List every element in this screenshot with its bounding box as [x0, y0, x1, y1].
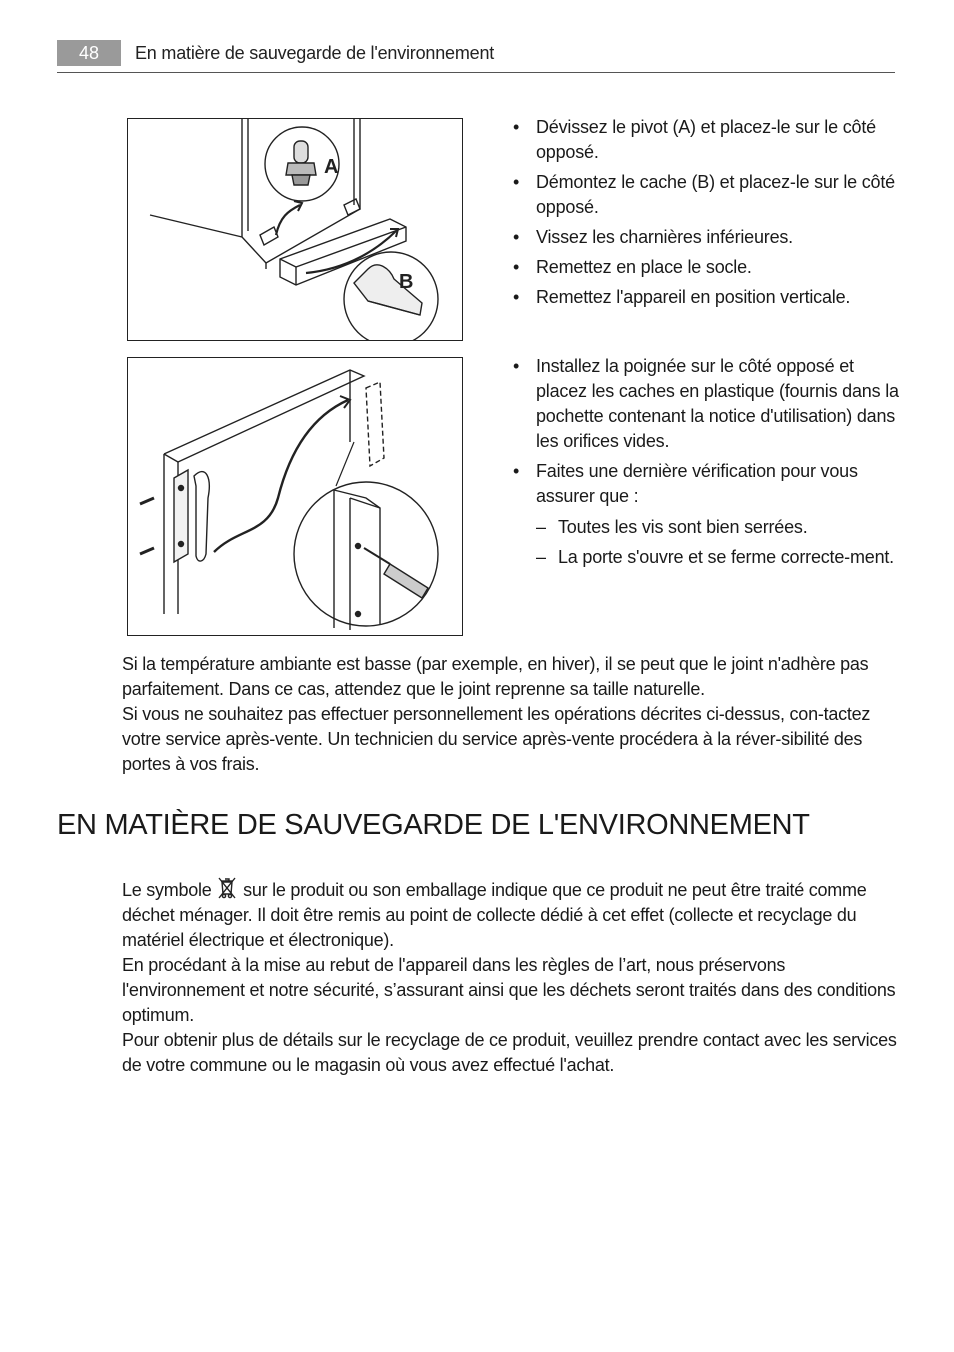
pivot-cover-illustration [128, 119, 462, 340]
environment-paragraph [122, 877, 897, 1078]
list-item: – La porte s'ouvre et se ferme correcte-ment. [534, 545, 894, 570]
list-item: • Faites une dernière vérification pour vous assurer que : [510, 459, 900, 509]
list-item: • Dévissez le pivot (A) et placez-le sur le côté opposé. [510, 115, 900, 165]
label-a: A [324, 156, 339, 178]
label-b: B [399, 271, 414, 293]
figure-pivot-cover [127, 118, 463, 341]
symbol-text-before: Le symbole [122, 880, 212, 900]
page-header [57, 40, 895, 73]
list-item: • Remettez en place le socle. [510, 255, 900, 280]
paragraph-line: Si vous ne souhaitez pas effectuer personnellement les opérations décrites ci-dessus, con-tactez votre service après-vente. Un technicien du service après-vente procédera à la réver-sibilité des portes à vos frais. [122, 704, 871, 774]
crossed-out-wheelie-bin-icon [218, 877, 236, 899]
page-number: 48 [57, 40, 121, 66]
paragraph-line: Pour obtenir plus de détails sur le recyclage de ce produit, veuillez prendre contact avec les services de votre commune ou le magasin où vous avez effectué l'achat. [122, 1030, 897, 1075]
list-item: • Remettez l'appareil en position verticale. [510, 285, 900, 310]
check-list [534, 515, 894, 575]
list-item: • Démontez le cache (B) et placez-le sur le côté opposé. [510, 170, 900, 220]
list-item: – Toutes les vis sont bien serrées. [534, 515, 894, 540]
temperature-paragraph [122, 652, 897, 777]
paragraph-line: Si la température ambiante est basse (par exemple, en hiver), il se peut que le joint n'adhère pas parfaitement. Dans ce cas, attendez que le joint reprenne sa taille naturelle. [122, 654, 869, 699]
section-heading: EN MATIÈRE DE SAUVEGARDE DE L'ENVIRONNEMENT [57, 809, 810, 841]
steps-list-top [510, 115, 900, 315]
list-item: • Vissez les charnières inférieures. [510, 225, 900, 250]
paragraph-line [122, 877, 897, 953]
running-header-title: En matière de sauvegarde de l'environnement [135, 43, 495, 63]
symbol-text-after: sur le produit ou son emballage indique que ce produit ne peut être traité comme déchet ménager. Il doit être remis au point de collecte dédié à cet effet (collecte et recyclage du matériel électrique et électronique). [122, 880, 867, 950]
list-item: • Installez la poignée sur le côté opposé et placez les caches en plastique (fournis dans la pochette contenant la notice d'utilisation) dans les orifices vides. [510, 354, 900, 454]
paragraph-line: En procédant à la mise au rebut de l'appareil dans les règles de l’art, nous préservons l'environnement et notre sécurité, s’assurant ainsi que les déchets seront traités dans des conditions optimum. [122, 955, 896, 1025]
figure-handle-door [127, 357, 463, 636]
steps-list-bottom [510, 354, 900, 514]
handle-door-illustration [128, 358, 462, 635]
